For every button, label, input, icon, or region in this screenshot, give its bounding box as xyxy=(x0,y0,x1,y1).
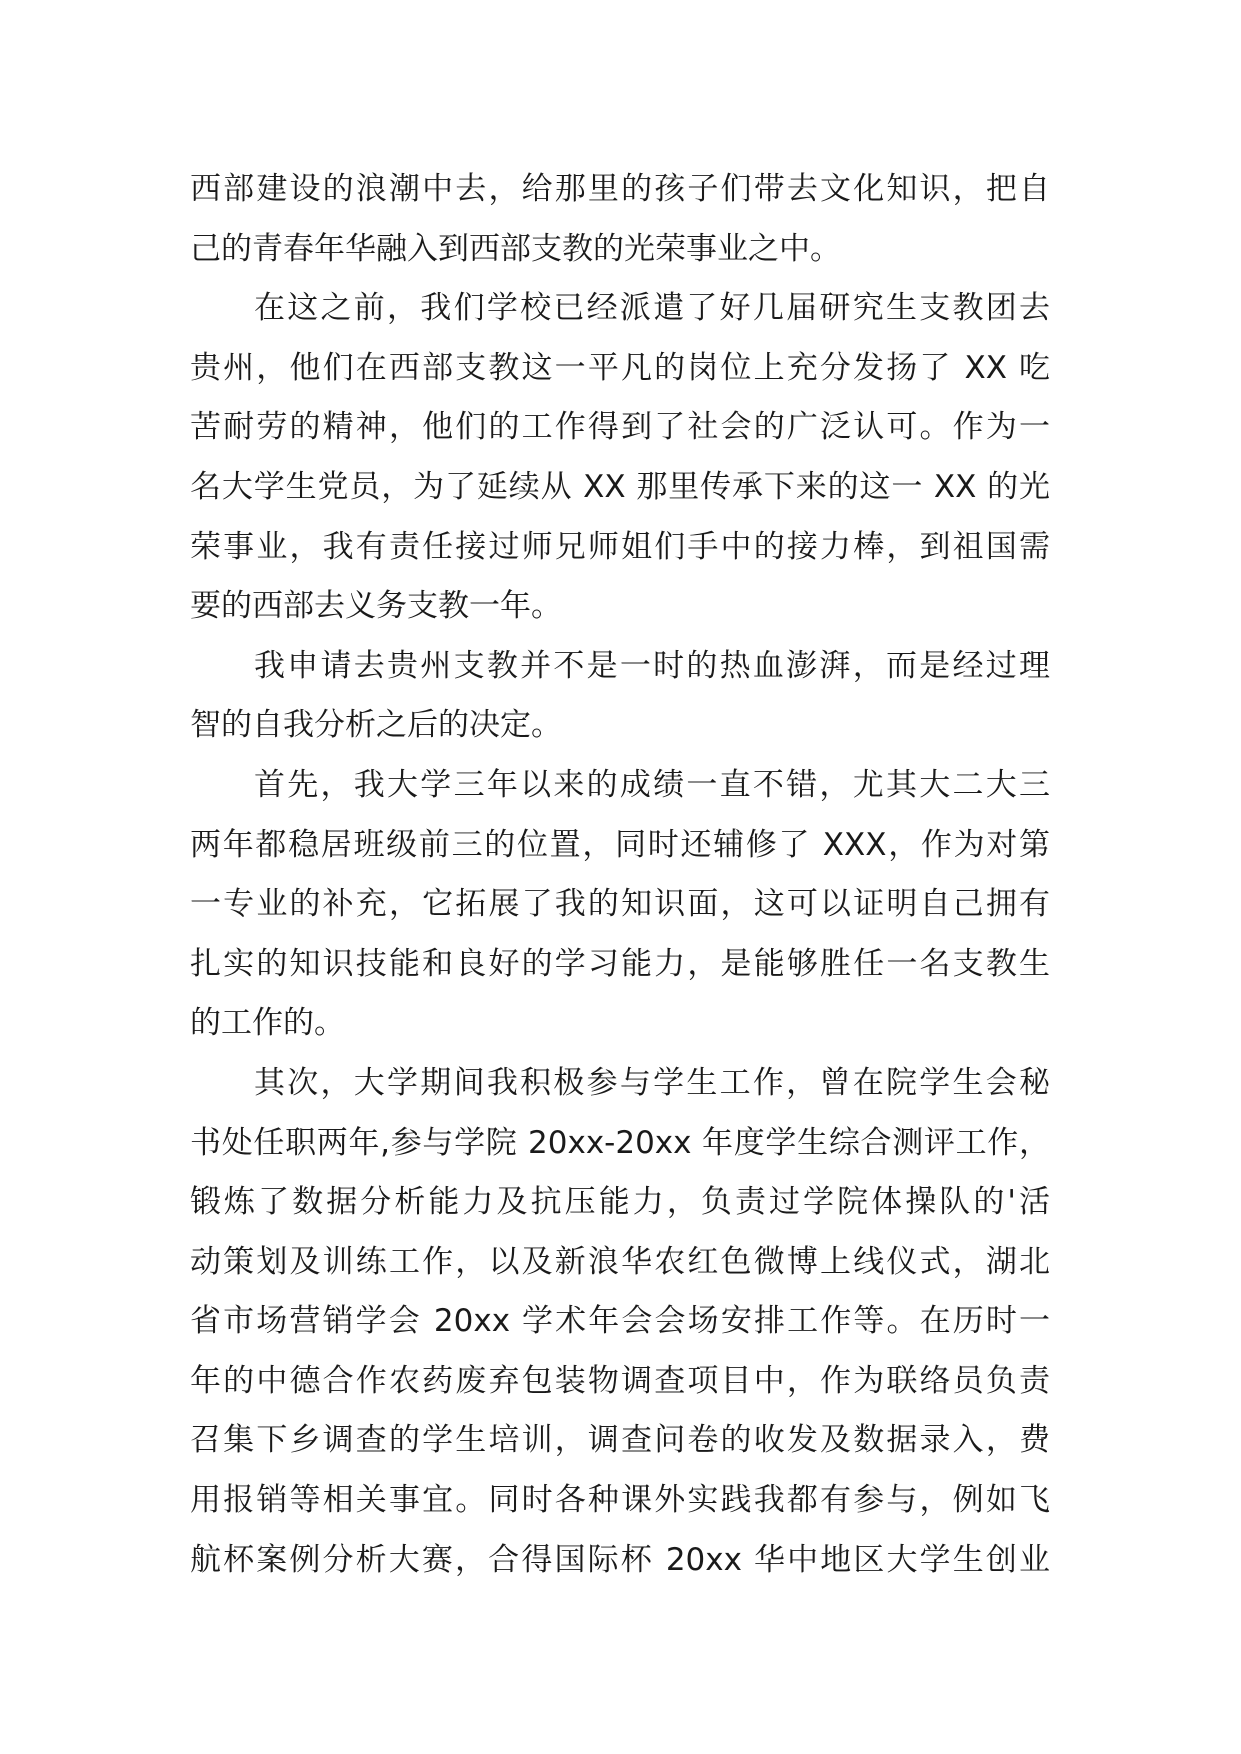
text-line: 一专业的补充，它拓展了我的知识面，这可以证明自己拥有 xyxy=(190,886,1050,923)
text-line: 年的中德合作农药废弃包装物调查项目中，作为联络员负责 xyxy=(190,1362,1050,1399)
text-line: 锻炼了数据分析能力及抗压能力，负责过学院体操队的'活 xyxy=(190,1184,1050,1221)
text-line: 动策划及训练工作，以及新浪华农红色微博上线仪式，湖北 xyxy=(190,1243,1050,1280)
text-line: 智的自我分析之后的决定。 xyxy=(190,707,562,744)
text-line: 航杯案例分析大赛，合得国际杯 20xx 华中地区大学生创业 xyxy=(190,1541,1050,1578)
text-line: 贵州，他们在西部支教这一平凡的岗位上充分发扬了 XX 吃 xyxy=(190,349,1050,386)
text-line: 的工作的。 xyxy=(190,1005,345,1042)
text-line: 首先，我大学三年以来的成绩一直不错，尤其大二大三 xyxy=(254,766,1050,803)
text-line: 在这之前，我们学校已经派遣了好几届研究生支教团去 xyxy=(254,290,1050,327)
text-line: 其次，大学期间我积极参与学生工作，曾在院学生会秘 xyxy=(254,1064,1050,1101)
body-text xyxy=(190,160,1050,1590)
text-line: 召集下乡调查的学生培训，调查问卷的收发及数据录入，费 xyxy=(190,1422,1050,1459)
text-line: 我申请去贵州支教并不是一时的热血澎湃，而是经过理 xyxy=(254,647,1050,684)
text-line: 西部建设的浪潮中去，给那里的孩子们带去文化知识，把自 xyxy=(190,171,1050,207)
text-line: 荣事业，我有责任接过师兄师姐们手中的接力棒，到祖国需 xyxy=(190,528,1050,565)
text-line: 名大学生党员，为了延续从 XX 那里传承下来的这一 XX 的光 xyxy=(190,468,1050,505)
text-line: 两年都稳居班级前三的位置，同时还辅修了 XXX，作为对第 xyxy=(190,826,1050,863)
text-line: 扎实的知识技能和良好的学习能力，是能够胜任一名支教生 xyxy=(190,945,1050,982)
text-line: 书处任职两年,参与学院 20xx-20xx 年度学生综合测评工作， xyxy=(190,1124,1050,1161)
text-line: 苦耐劳的精神，他们的工作得到了社会的广泛认可。作为一 xyxy=(190,409,1050,446)
text-line: 己的青春年华融入到西部支教的光荣事业之中。 xyxy=(190,230,841,267)
text-line: 省市场营销学会 20xx 学术年会会场安排工作等。在历时一 xyxy=(190,1303,1050,1340)
text-line: 要的西部去义务支教一年。 xyxy=(190,588,562,625)
text-line: 用报销等相关事宜。同时各种课外实践我都有参与，例如飞 xyxy=(190,1482,1050,1519)
